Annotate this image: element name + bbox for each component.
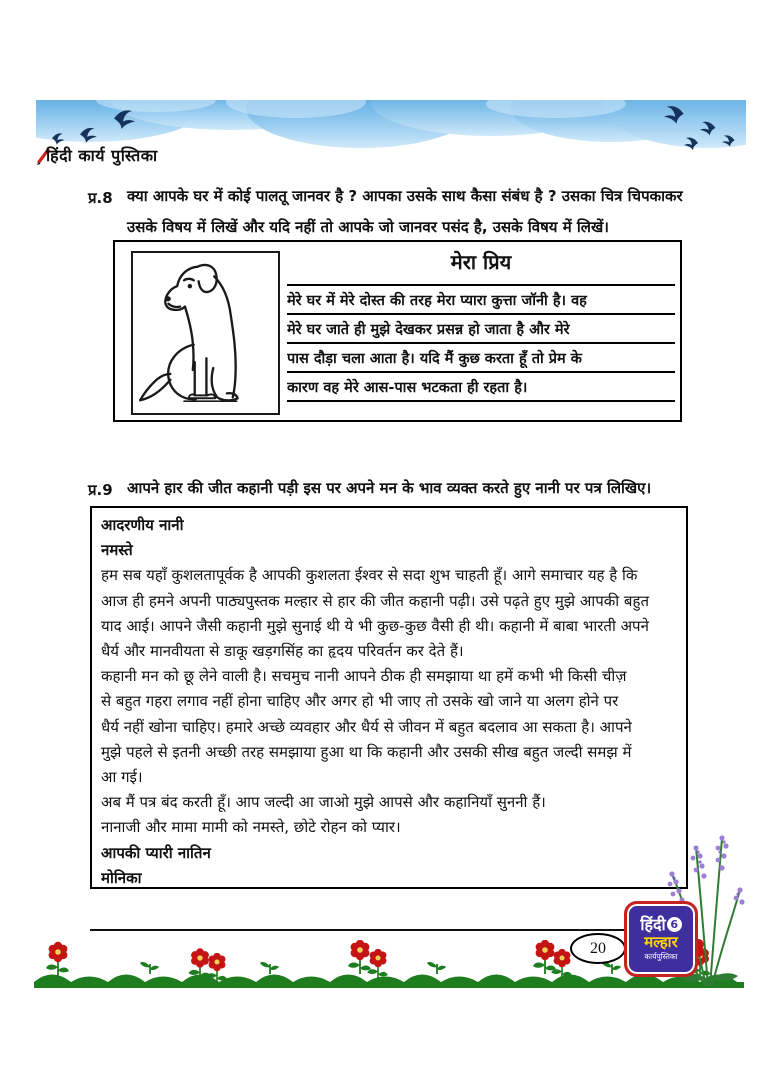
sprout-icon <box>260 962 279 974</box>
letter-line: आज ही हमने अपनी पाठ्यपुस्तक मल्हार से हार की जीत कहानी पढ़ी। उसे पढ़ते हुए मुझे आपकी बहुत <box>101 591 649 610</box>
logo-tagline: कार्यपुस्तिका <box>644 952 678 962</box>
letter-signature: मोनिका <box>101 868 142 887</box>
letter-line: से बहुत गहरा लगाव नहीं होना चाहिए और अगर हो भी जाए तो उसके खो जाने या अलग होने पर <box>101 692 619 711</box>
logo-subtitle: मल्हार <box>644 932 678 951</box>
ruled-lines <box>287 284 675 402</box>
sprout-icon <box>602 962 621 974</box>
flower-icon <box>348 940 371 974</box>
logo-title: हिंदी <box>640 914 666 934</box>
page-title: हिंदी कार्य पुस्तिका <box>46 146 158 165</box>
letter-line: धैर्य नहीं खोना चाहिए। हमारे अच्छे व्यवहार और धैर्य से जीवन में बहुत बदलाव आ सकता है। आपने <box>101 717 632 736</box>
essay-line: कारण वह मेरे आस-पास भटकता ही रहता है। <box>287 373 675 402</box>
pet-picture-frame <box>131 251 280 415</box>
essay-line: मेरे घर में मेरे दोस्त की तरह मेरा प्यारा कुत्ता जॉनी है। वह <box>287 286 675 315</box>
q9-question: आपने हार की जीत कहानी पड़ी इस पर अपने मन के भाव व्यक्त करते हुए नानी पर पत्र लिखिए। <box>127 479 652 497</box>
sprout-icon <box>140 962 159 974</box>
letter-box <box>90 506 688 889</box>
letter-line: नानाजी और मामा मामी को नमस्ते, छोटे रोहन को प्यार। <box>101 818 401 837</box>
sprout-icon <box>427 962 446 974</box>
letter-line: मुझे पहले से इतनी अच्छी तरह समझाया हुआ था कि कहानी और उसकी सीख बहुत जल्दी समझ में <box>101 742 632 761</box>
letter-salutation: आदरणीय नानी <box>101 516 184 534</box>
page-number: 20 <box>570 933 626 964</box>
letter-line: याद आई। आपने जैसी कहानी मुझे सुनाई थी ये भी कुछ-कुछ वैसी ही थी। कहानी में बाबा भारती अपने <box>101 616 649 635</box>
flower-icon <box>551 949 572 980</box>
q8-label: प्र.8 <box>88 189 113 207</box>
dog-illustration <box>133 253 274 409</box>
letter-line: अब मैं पत्र बंद करती हूँ। आप जल्दी आ जाओ मुझे आपसे और कहानियाँ सुननी हैं। <box>101 793 546 812</box>
flower-icon <box>533 940 556 974</box>
q8-answer-box <box>113 240 682 422</box>
q8-question <box>127 181 689 243</box>
flower-icon <box>367 949 388 980</box>
logo-badge <box>624 901 698 977</box>
letter-line: धैर्य और मानवीयता से डाकू खड़गसिंह का हृदय परिवर्तन कर देते हैं। <box>101 642 464 661</box>
q9-label: प्र.9 <box>88 481 113 499</box>
letter-greeting: नमस्ते <box>101 541 133 560</box>
letter-line: आ गई। <box>101 768 143 787</box>
letter-line: हम सब यहाँ कुशलतापूर्वक है आपकी कुशलता ईश्वर से सदा शुभ चाहती हूँ। आगे समाचार यह है कि <box>101 566 638 585</box>
cloud-band <box>36 100 746 150</box>
flower-icon <box>46 942 69 976</box>
letter-line: कहानी मन को छू लेने वाली है। सचमुच नानी आपने ठीक ही समझाया था हमें कभी भी किसी चीज़ <box>101 667 627 686</box>
q8-question-line: क्या आपके घर में कोई पालतू जानवर है ? आपका उसके साथ कैसा संबंध है ? उसका चित्र चिपकाकर <box>127 187 683 205</box>
footer-rule <box>90 929 624 931</box>
q8-question-line: उसके विषय में लिखें और यदि नहीं तो आपके जो जानवर पसंद है, उसके विषय में लिखें। <box>127 218 609 236</box>
essay-title: मेरा प्रिय <box>450 250 512 274</box>
essay-line: पास दौड़ा चला आता है। यदि मैं कुछ करता हूँ तो प्रेम के <box>287 344 675 373</box>
letter-closing: आपकी प्यारी नातिन <box>101 843 211 862</box>
essay-line: मेरे घर जाते ही मुझे देखकर प्रसन्न हो जाता है और मेरे <box>287 315 675 344</box>
logo-grade-badge: 6 <box>667 917 682 932</box>
